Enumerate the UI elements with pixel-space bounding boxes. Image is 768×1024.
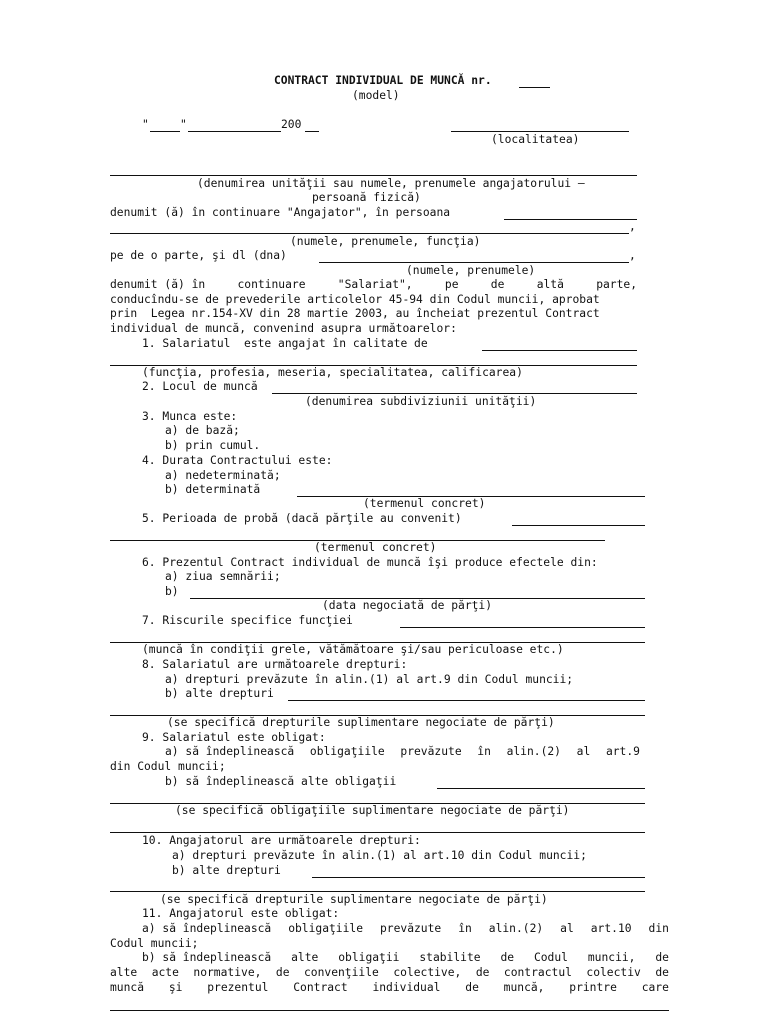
contract-subtitle: (model) — [352, 89, 400, 102]
word: stabilite — [419, 951, 481, 964]
word: Contract — [293, 981, 348, 994]
word: prevăzute — [380, 922, 442, 935]
item-11: 11. Angajatorul este obligat: — [142, 907, 340, 920]
word: de — [465, 981, 479, 994]
word: în — [477, 745, 491, 758]
word: şi — [168, 981, 183, 994]
word: denumit (ă) în — [110, 278, 206, 291]
word: convenţiile — [304, 966, 379, 979]
word: al — [560, 922, 574, 935]
word: "Salariat", — [337, 278, 413, 291]
employee-name-blank — [319, 262, 629, 263]
word: muncă, — [503, 981, 545, 994]
word: obligaţiile — [288, 922, 364, 935]
localitate-blank — [451, 131, 629, 132]
item-6a: a) ziua semnării; — [165, 570, 281, 583]
word: muncii, — [587, 951, 636, 964]
date-month-blank — [188, 131, 281, 132]
item-7-blank — [400, 627, 645, 628]
word: al — [576, 745, 591, 758]
item-1: 1. Salariatul este angajat în calitate de — [142, 337, 428, 350]
date-year-blank — [305, 131, 319, 132]
date-year: 200 — [281, 118, 302, 131]
pe-de-o-parte-line: pe de o parte, şi dl (dna) — [110, 249, 287, 262]
word: în — [458, 922, 472, 935]
word: individual — [372, 981, 441, 994]
word: colective, — [393, 966, 462, 979]
item-8: 8. Salariatul are următoarele drepturi: — [142, 658, 408, 671]
item-9-label: (se specifică obligaţiile suplimentare negociate de părţi) — [175, 804, 570, 817]
item-11b — [142, 951, 669, 965]
item-8b: b) alte drepturi — [165, 687, 274, 700]
word: a) să îndeplinească — [142, 922, 272, 935]
paragraph-line-3: prin Legea nr.154-XV din 28 martie 2003, au încheiat prezentul Contract — [110, 307, 600, 320]
item-4-label: (termenul concret) — [363, 497, 486, 510]
item-9: 9. Salariatul este obligat: — [142, 731, 326, 744]
word: obligaţiile — [309, 745, 385, 758]
item-9a — [165, 745, 640, 759]
employer-label-2: persoană fizică) — [312, 191, 421, 204]
denumit-salariat-line — [110, 278, 637, 292]
word: a) să îndeplinească — [165, 745, 295, 758]
item-4a: a) nedeterminată; — [165, 469, 281, 482]
localitate-label: (localitatea) — [491, 133, 580, 146]
item-4b: b) determinată — [165, 483, 261, 496]
item-1-blank — [482, 350, 637, 351]
item-8a: a) drepturi prevăzute în alin.(1) al art.9 din Codul muncii; — [165, 673, 574, 686]
word: art.9 — [605, 745, 640, 758]
word: alin.(2) — [506, 745, 561, 758]
item-7: 7. Riscurile specifice funcţiei — [142, 614, 353, 627]
contract-title: CONTRACT INDIVIDUAL DE MUNCĂ nr. — [274, 74, 492, 87]
item-9-blank-3 — [110, 832, 645, 833]
date-open-quote: " — [142, 118, 149, 131]
word: Codul — [533, 951, 568, 964]
item-10-label: (se specifică drepturile suplimentare negociate de părţi) — [160, 893, 548, 906]
word: colectiv — [586, 966, 641, 979]
item-11a — [142, 922, 669, 936]
item-10: 10. Angajatorul are următoarele drepturi: — [142, 834, 421, 847]
representative-blank-2 — [110, 233, 629, 234]
item-3a: a) de bază; — [165, 424, 240, 437]
word: din — [648, 922, 669, 935]
word: acte — [151, 966, 179, 979]
paragraph-line-4: individual de muncă, convenind asupra următoarelor: — [110, 322, 457, 335]
item-8-blank — [288, 700, 645, 701]
item-6-label: (data negociată de părţi) — [322, 599, 493, 612]
word: parte, — [596, 278, 637, 291]
word: printre — [569, 981, 617, 994]
item-6b: b) — [165, 585, 179, 598]
item-5-blank — [512, 525, 645, 526]
denumit-angajator-line: denumit (ă) în continuare "Angajator", în persoana — [110, 206, 451, 219]
item-2-label: (denumirea subdiviziunii unităţii) — [305, 395, 537, 408]
word: art.10 — [590, 922, 632, 935]
word: de — [655, 951, 669, 964]
item-10a: a) drepturi prevăzute în alin.(1) al art.10 din Codul muncii; — [172, 849, 587, 862]
employer-label-1: (denumirea unităţii sau numele, prenumele angajatorului – — [197, 177, 585, 190]
date-close-quote: " — [180, 118, 187, 131]
word: obligaţii — [338, 951, 400, 964]
item-11b-cont-2 — [110, 981, 669, 995]
word: de — [655, 966, 669, 979]
word: contractul — [503, 966, 572, 979]
word: continuare — [237, 278, 306, 291]
item-4: 4. Durata Contractului este: — [142, 454, 333, 467]
item-3: 3. Munca este: — [142, 410, 238, 423]
item-11b-cont — [110, 966, 669, 980]
item-10b: b) alte drepturi — [172, 864, 281, 877]
nume-functie-label: (numele, prenumele, funcţia) — [290, 235, 481, 248]
contract-number-blank — [519, 87, 550, 88]
word: muncă — [110, 981, 145, 994]
word: de — [475, 966, 490, 979]
item-10-blank-2 — [110, 891, 645, 892]
item-5: 5. Perioada de probă (dacă părţile au convenit) — [142, 512, 462, 525]
item-8-label: (se specifică drepturile suplimentare negociate de părţi) — [167, 716, 555, 729]
item-11-blank — [110, 1010, 669, 1011]
word: altă — [536, 278, 564, 291]
nume-prenume-label: (numele, prenumele) — [406, 264, 536, 277]
word: normative, — [193, 966, 262, 979]
item-1-label: (funcţia, profesia, meseria, specialitatea, calificarea) — [142, 366, 523, 379]
comma-2: , — [629, 249, 636, 262]
item-3b: b) prin cumul. — [165, 439, 261, 452]
item-2: 2. Locul de muncă — [142, 380, 258, 393]
word: b) să îndeplinească — [142, 951, 272, 964]
word: pe — [444, 278, 459, 291]
word: de — [490, 278, 505, 291]
item-9-blank — [437, 788, 645, 789]
representative-blank — [504, 219, 637, 220]
word: alte — [291, 951, 319, 964]
word: alte — [110, 966, 138, 979]
word: prezentul — [207, 981, 269, 994]
employer-blank — [110, 175, 637, 176]
date-day-blank — [150, 131, 180, 132]
item-2-blank — [272, 393, 637, 394]
word: care — [641, 981, 669, 994]
item-7-label: (muncă în condiţii grele, vătămătoare şi/sau periculoase etc.) — [142, 643, 564, 656]
item-5-label: (termenul concret) — [314, 541, 437, 554]
item-11a-cont: Codul muncii; — [110, 937, 199, 950]
word: prevăzute — [400, 745, 462, 758]
item-10-blank — [312, 877, 645, 878]
item-9b: b) să îndeplinească alte obligaţii — [165, 775, 397, 788]
comma-1: , — [629, 220, 636, 233]
item-6: 6. Prezentul Contract individual de muncă îşi produce efectele din: — [142, 556, 598, 569]
word: de — [275, 966, 290, 979]
paragraph-line-2: conducîndu-se de prevederile articolelor 45-94 din Codul muncii, aprobat — [110, 293, 600, 306]
word: alin.(2) — [488, 922, 544, 935]
item-9a-cont: din Codul muncii; — [110, 760, 226, 773]
word: de — [500, 951, 515, 964]
